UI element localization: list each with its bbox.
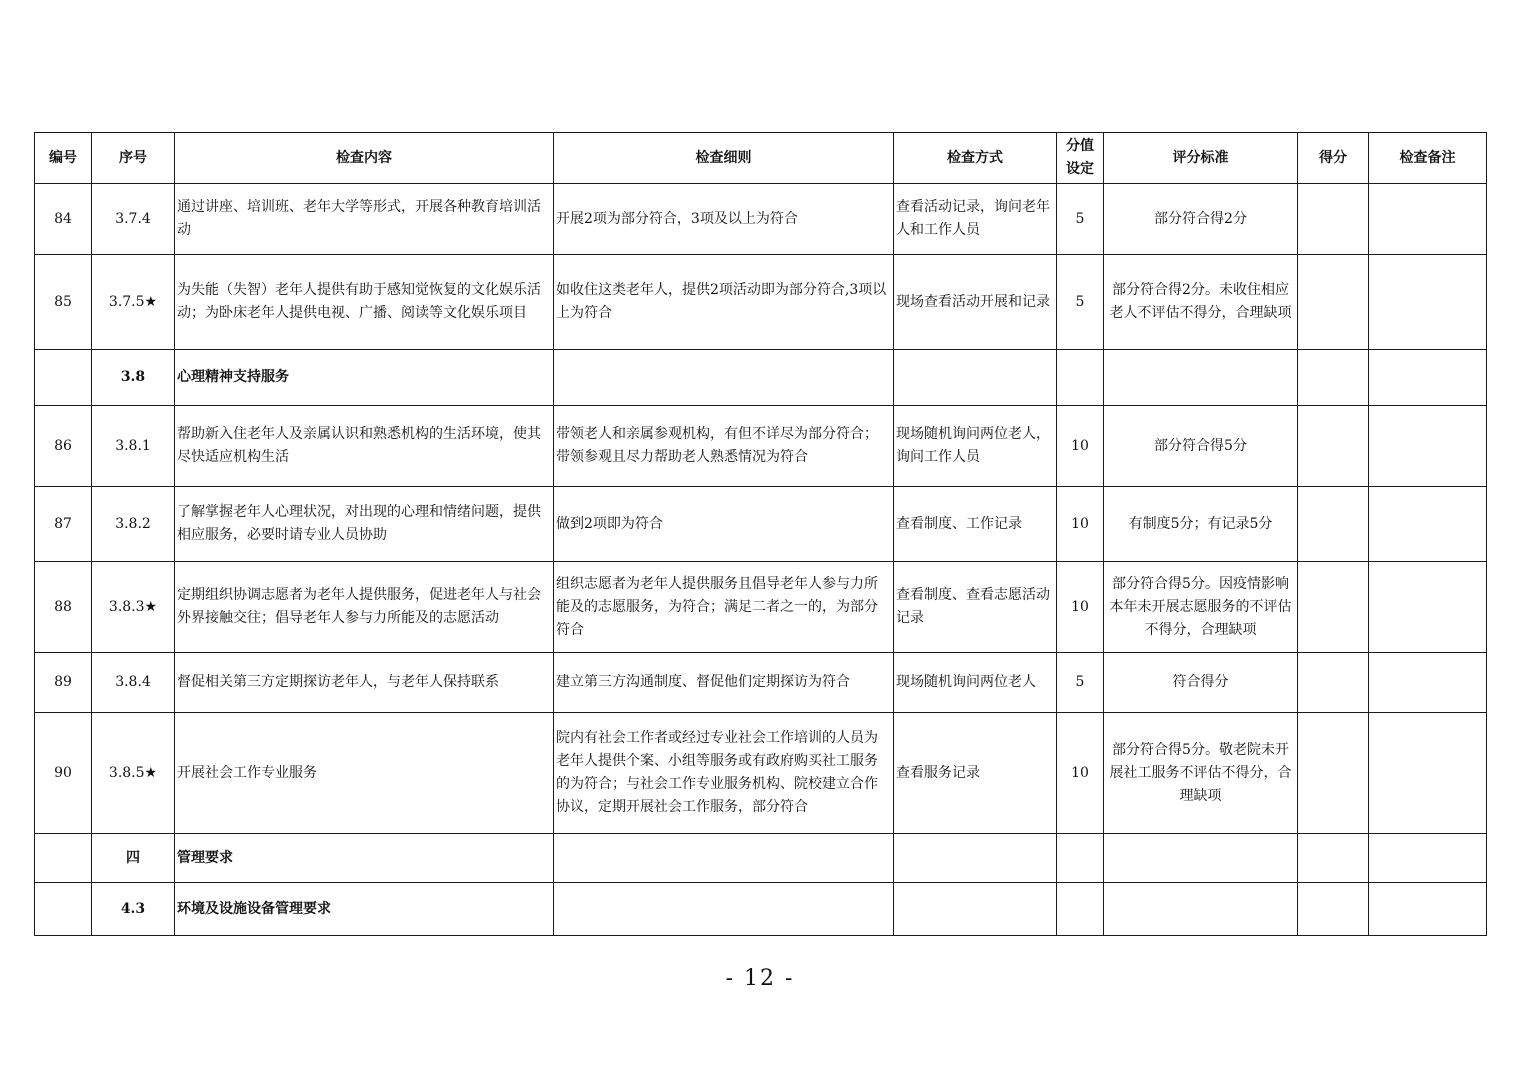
cell-points: 10 <box>1057 487 1104 562</box>
cell-method: 查看制度、查看志愿活动记录 <box>894 562 1057 653</box>
cell-id: 86 <box>35 406 92 487</box>
cell-points: 5 <box>1057 653 1104 713</box>
cell-detail <box>554 883 894 936</box>
cell-score <box>1298 184 1369 255</box>
table-row <box>35 653 1487 713</box>
cell-method <box>894 350 1057 406</box>
table-row <box>35 562 1487 653</box>
header-content: 检查内容 <box>175 133 554 184</box>
cell-content: 督促相关第三方定期探访老年人，与老年人保持联系 <box>175 653 554 713</box>
cell-score <box>1298 653 1369 713</box>
cell-method: 现场随机询问两位老人，询问工作人员 <box>894 406 1057 487</box>
cell-standard: 部分符合得2分 <box>1104 184 1298 255</box>
cell-seq: 3.8.1 <box>92 406 175 487</box>
cell-points: 10 <box>1057 713 1104 834</box>
table-row <box>35 184 1487 255</box>
cell-score <box>1298 406 1369 487</box>
cell-score <box>1298 883 1369 936</box>
section-row <box>35 883 1487 936</box>
section-title: 环境及设施设备管理要求 <box>175 883 554 936</box>
cell-points <box>1057 834 1104 883</box>
cell-content: 帮助新入住老年人及亲属认识和熟悉机构的生活环境，使其尽快适应机构生活 <box>175 406 554 487</box>
header-row <box>35 133 1487 184</box>
cell-remark <box>1369 834 1487 883</box>
cell-detail: 组织志愿者为老年人提供服务且倡导老年人参与力所能及的志愿服务，为符合；满足二者之一的，为部分符合 <box>554 562 894 653</box>
cell-remark <box>1369 883 1487 936</box>
cell-detail <box>554 350 894 406</box>
cell-detail: 带领老人和亲属参观机构，有但不详尽为部分符合；带领参观且尽力帮助老人熟悉情况为符合 <box>554 406 894 487</box>
cell-id: 84 <box>35 184 92 255</box>
cell-content: 通过讲座、培训班、老年大学等形式，开展各种教育培训活动 <box>175 184 554 255</box>
cell-standard: 部分符合得5分。因疫情影响本年未开展志愿服务的不评估不得分，合理缺项 <box>1104 562 1298 653</box>
section-title: 心理精神支持服务 <box>175 350 554 406</box>
table-row <box>35 406 1487 487</box>
header-standard: 评分标准 <box>1104 133 1298 184</box>
cell-method: 查看活动记录，询问老年人和工作人员 <box>894 184 1057 255</box>
header-score: 得分 <box>1298 133 1369 184</box>
cell-content: 为失能（失智）老年人提供有助于感知觉恢复的文化娱乐活动；为卧床老年人提供电视、广播、阅读等文化娱乐项目 <box>175 255 554 350</box>
header-id: 编号 <box>35 133 92 184</box>
cell-id: 89 <box>35 653 92 713</box>
header-seq: 序号 <box>92 133 175 184</box>
cell-standard <box>1104 350 1298 406</box>
cell-standard: 部分符合得5分 <box>1104 406 1298 487</box>
cell-id <box>35 883 92 936</box>
cell-id <box>35 350 92 406</box>
section-row <box>35 350 1487 406</box>
cell-points: 5 <box>1057 184 1104 255</box>
cell-content: 定期组织协调志愿者为老年人提供服务，促进老年人与社会外界接触交往；倡导老年人参与力所能及的志愿活动 <box>175 562 554 653</box>
header-detail: 检查细则 <box>554 133 894 184</box>
cell-content: 开展社会工作专业服务 <box>175 713 554 834</box>
cell-points <box>1057 350 1104 406</box>
cell-id: 87 <box>35 487 92 562</box>
cell-standard <box>1104 834 1298 883</box>
cell-standard <box>1104 883 1298 936</box>
cell-method: 现场随机询问两位老人 <box>894 653 1057 713</box>
cell-method: 现场查看活动开展和记录 <box>894 255 1057 350</box>
cell-method <box>894 834 1057 883</box>
section-seq: 4.3 <box>92 883 175 936</box>
cell-seq: 3.8.5★ <box>92 713 175 834</box>
cell-content: 了解掌握老年人心理状况，对出现的心理和情绪问题，提供相应服务，必要时请专业人员协助 <box>175 487 554 562</box>
cell-detail: 开展2项为部分符合，3项及以上为符合 <box>554 184 894 255</box>
cell-score <box>1298 562 1369 653</box>
cell-points: 10 <box>1057 406 1104 487</box>
cell-seq: 3.8.3★ <box>92 562 175 653</box>
cell-id <box>35 834 92 883</box>
inspection-table <box>34 132 1487 936</box>
cell-score <box>1298 487 1369 562</box>
cell-detail: 建立第三方沟通制度、督促他们定期探访为符合 <box>554 653 894 713</box>
header-points <box>1057 133 1104 184</box>
cell-remark <box>1369 653 1487 713</box>
header-method: 检查方式 <box>894 133 1057 184</box>
header-points-line2: 设定 <box>1066 161 1094 177</box>
cell-score <box>1298 834 1369 883</box>
page-number: - 12 - <box>725 966 795 991</box>
cell-points: 10 <box>1057 562 1104 653</box>
cell-remark <box>1369 184 1487 255</box>
cell-seq: 3.7.4 <box>92 184 175 255</box>
cell-score <box>1298 350 1369 406</box>
cell-points: 5 <box>1057 255 1104 350</box>
section-row <box>35 834 1487 883</box>
section-seq: 四 <box>92 834 175 883</box>
cell-method: 查看服务记录 <box>894 713 1057 834</box>
header-remark: 检查备注 <box>1369 133 1487 184</box>
cell-id: 90 <box>35 713 92 834</box>
cell-standard: 有制度5分；有记录5分 <box>1104 487 1298 562</box>
cell-remark <box>1369 713 1487 834</box>
table-row <box>35 255 1487 350</box>
cell-standard: 符合得分 <box>1104 653 1298 713</box>
cell-method: 查看制度、工作记录 <box>894 487 1057 562</box>
cell-detail: 做到2项即为符合 <box>554 487 894 562</box>
cell-remark <box>1369 255 1487 350</box>
header-points-line1: 分值 <box>1066 138 1094 154</box>
cell-detail: 如收住这类老年人，提供2项活动即为部分符合,3项以上为符合 <box>554 255 894 350</box>
cell-remark <box>1369 406 1487 487</box>
section-seq: 3.8 <box>92 350 175 406</box>
cell-standard: 部分符合得2分。未收住相应老人不评估不得分，合理缺项 <box>1104 255 1298 350</box>
section-title: 管理要求 <box>175 834 554 883</box>
cell-id: 88 <box>35 562 92 653</box>
cell-remark <box>1369 562 1487 653</box>
cell-seq: 3.7.5★ <box>92 255 175 350</box>
cell-detail: 院内有社会工作者或经过专业社会工作培训的人员为老年人提供个案、小组等服务或有政府购买社工服务的为符合；与社会工作专业服务机构、院校建立合作协议，定期开展社会工作服务，部分符合 <box>554 713 894 834</box>
cell-remark <box>1369 487 1487 562</box>
cell-method <box>894 883 1057 936</box>
cell-score <box>1298 713 1369 834</box>
cell-id: 85 <box>35 255 92 350</box>
cell-seq: 3.8.4 <box>92 653 175 713</box>
cell-remark <box>1369 350 1487 406</box>
cell-points <box>1057 883 1104 936</box>
cell-standard: 部分符合得5分。敬老院未开展社工服务不评估不得分，合理缺项 <box>1104 713 1298 834</box>
cell-detail <box>554 834 894 883</box>
cell-score <box>1298 255 1369 350</box>
table-row <box>35 487 1487 562</box>
table-row <box>35 713 1487 834</box>
cell-seq: 3.8.2 <box>92 487 175 562</box>
